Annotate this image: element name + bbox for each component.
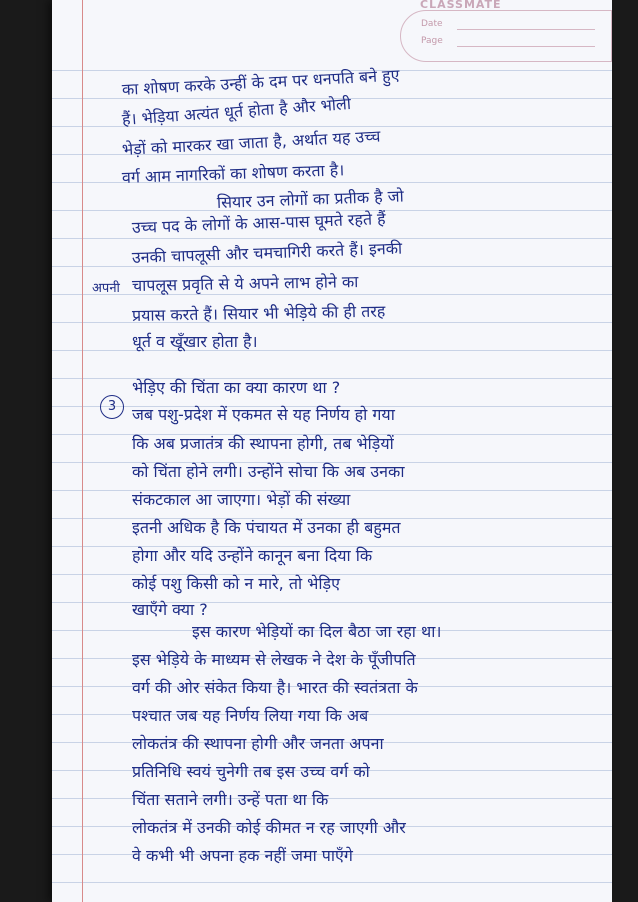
notebook-brand: CLASSMATE — [420, 0, 502, 11]
text-line-25: प्रतिनिधि स्वयं चुनेगी तब इस उच्च वर्ग को — [132, 762, 370, 781]
text-line-10: धूर्त व खूँखार होता है। — [132, 332, 258, 351]
handwritten-text — [52, 0, 612, 902]
text-line-7: उनकी चापलूसी और चमचागिरी करते हैं। इनकी — [131, 238, 403, 267]
question-heading: भेड़िए की चिंता का क्या कारण था ? — [132, 378, 341, 397]
text-line-21: इस भेड़िये के माध्यम से लेखक ने देश के पूँजीपति — [132, 650, 416, 669]
side-note: अपनी — [92, 281, 120, 296]
text-line-23: पश्चात जब यह निर्णय लिया गया कि अब — [132, 706, 369, 725]
text-line-14: को चिंता होने लगी। उन्होंने सोचा कि अब उनका — [132, 462, 405, 481]
text-line-6: उच्च पद के लोगों के आस-पास घूमते रहते हैं — [131, 209, 386, 237]
question-number: 3 — [100, 395, 124, 419]
text-line-4: वर्ग आम नागरिकों का शोषण करता है। — [121, 160, 345, 187]
text-line-12: जब पशु-प्रदेश में एकमत से यह निर्णय हो गया — [132, 405, 395, 424]
text-line-9: प्रयास करते हैं। सियार भी भेड़िये की ही तरह — [131, 301, 386, 325]
text-line-20: इस कारण भेड़ियों का दिल बैठा जा रहा था। — [192, 622, 442, 641]
text-line-19: खाएँगे क्या ? — [132, 600, 208, 619]
text-line-3: भेड़ों को मारकर खा जाता है, अर्थात यह उच्च — [121, 126, 381, 159]
text-line-1: का शोषण करके उन्हीं के दम पर धनपति बने हुए — [121, 65, 400, 99]
text-line-18: कोई पशु किसी को न मारे, तो भेड़िए — [132, 574, 340, 593]
page-label: Page — [421, 36, 443, 46]
text-line-28: वे कभी भी अपना हक नहीं जमा पाएँगे — [132, 846, 353, 865]
text-line-5: सियार उन लोगों का प्रतीक है जो — [216, 186, 405, 212]
text-line-13: कि अब प्रजातंत्र की स्थापना होगी, तब भेड़ियों — [132, 434, 394, 453]
text-line-24: लोकतंत्र की स्थापना होगी और जनता अपना — [132, 734, 384, 753]
text-line-2: हैं। भेड़िया अत्यंत धूर्त होता है और भोली — [121, 94, 352, 129]
text-line-8: चापलूस प्रवृति से ये अपने लाभ होने का — [131, 272, 359, 295]
text-line-22: वर्ग की ओर संकेत किया है। भारत की स्वतंत्रता के — [132, 678, 418, 697]
date-label: Date — [421, 19, 443, 29]
text-line-17: होगा और यदि उन्होंने कानून बना दिया कि — [132, 546, 373, 565]
text-line-16: इतनी अधिक है कि पंचायत में उनका ही बहुमत — [132, 518, 401, 537]
text-line-26: चिंता सताने लगी। उन्हें पता था कि — [132, 790, 329, 809]
text-line-15: संकटकाल आ जाएगा। भेड़ों की संख्या — [132, 490, 351, 509]
notebook-page — [52, 0, 612, 902]
text-line-27: लोकतंत्र में उनकी कोई कीमत न रह जाएगी और — [132, 818, 406, 837]
